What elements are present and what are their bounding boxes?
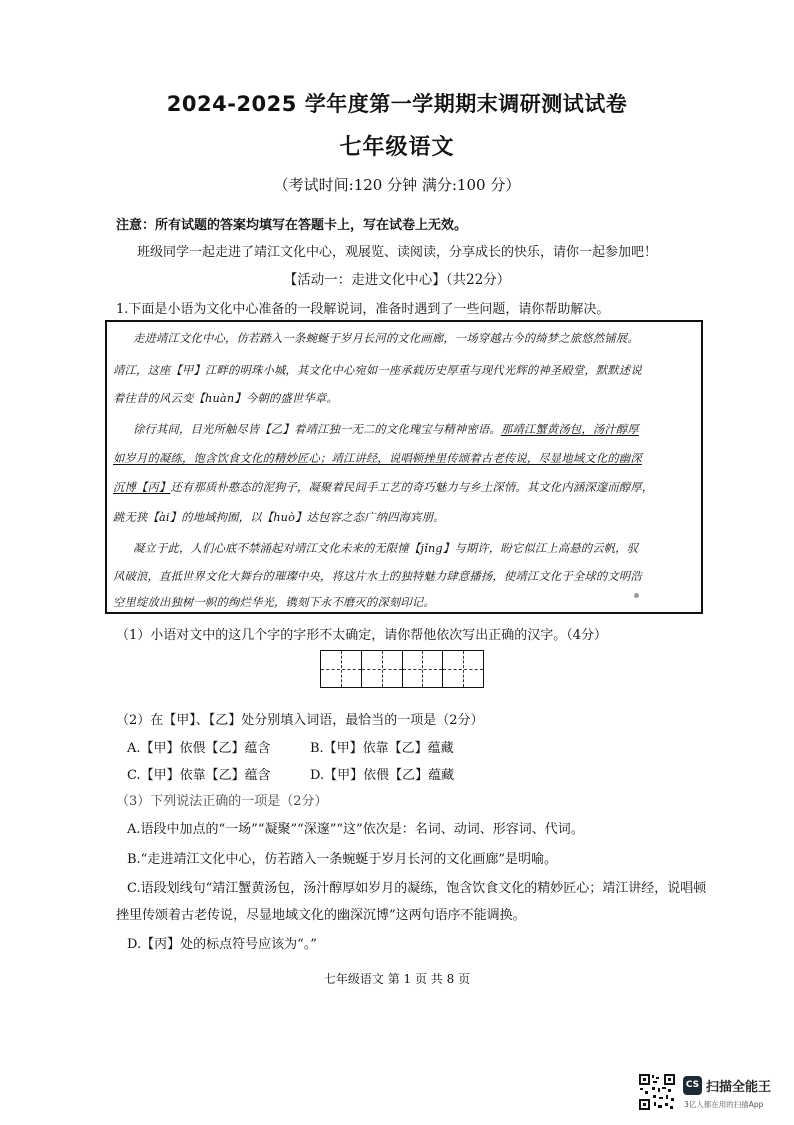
passage-line: 风破浪，直抵世界文化大舞台的璀璨中央，将这片水土的独特魅力肆意播扬，使靖江文化于全球的文明浩 (113, 570, 642, 583)
camscanner-tagline: 3亿人都在用的扫描App (684, 1100, 764, 1109)
statement-c-cont: 挫里传颂着古老传说，尽显地域文化的幽深沉博”这两句语序不能调换。 (116, 908, 526, 923)
question-1-1: （1）小语对文中的这几个字的字形不太确定，请你帮他依次写出正确的汉字。（4分） (116, 628, 608, 643)
option-d: D.【甲】依偎【乙】蕴藏 (310, 768, 455, 783)
statement-d: D.【丙】处的标点符号应该为“。” (127, 937, 317, 952)
exam-title: 2024-2025 学年度第一学期期末调研测试试卷 (166, 92, 628, 116)
option-c: C.【甲】依靠【乙】蕴含 (127, 768, 271, 783)
intro-text: 班级同学一起走进了靖江文化中心，观展览、读阅读，分享成长的快乐，请你一起参加吧！ (137, 245, 658, 260)
question-1-2: （2）在【甲】、【乙】处分别填入词语，最恰当的一项是（2分） (116, 713, 484, 728)
passage-box (105, 320, 703, 614)
camscanner-name: 扫描全能王 (706, 1080, 772, 1095)
statement-a: A.语段中加点的“一场”“凝聚”“深邃”“这”依次是：名词、动词、形容词、代词。 (127, 822, 584, 837)
exam-meta: （考试时间:120 分钟 满分:100 分） (273, 176, 521, 194)
passage-line: 跳无狭【ài】的地域拘囿，以【huò】达包容之态广纳四海宾朋。 (113, 511, 445, 524)
notice: 注意：所有试题的答案均填写在答题卡上，写在试卷上无效。 (116, 218, 468, 233)
scan-speck (634, 593, 639, 598)
passage-text: 还有那质朴憨态的泥狗子，凝聚着民间手工艺的奇巧魅力与乡土深情。其文化内涵深邃而醇厚， (170, 481, 654, 494)
passage-line: 着往昔的风云变【huàn】今朝的盛世华章。 (113, 392, 338, 405)
passage-line: 走进靖江文化中心，仿若踏入一条蜿蜒于岁月长河的文化画廊，一场穿越古今的绮梦之旅悠然铺展。 (133, 332, 639, 345)
camscanner-logo: CS (683, 1076, 702, 1095)
activity-title: 【活动一：走进文化中心】（共22分） (283, 272, 511, 288)
underlined-sentence: 那靖江蟹黄汤包，汤汁醇厚 (500, 423, 639, 436)
answer-grid (320, 650, 484, 688)
statement-c: C.语段划线句“靖江蟹黄汤包，汤汁醇厚如岁月的凝练，饱含饮食文化的精妙匠心；靖江讲经，说唱顿 (127, 881, 707, 896)
underlined-sentence: 沉博【丙】 (113, 481, 171, 494)
statement-b: B.“走进靖江文化中心，仿若踏入一条蜿蜒于岁月长河的文化画廊”是明喻。 (127, 852, 557, 867)
page-footer: 七年级语文 第 1 页 共 8 页 (323, 972, 471, 986)
exam-subject: 七年级语文 (339, 135, 455, 160)
passage-line (113, 479, 653, 495)
passage-text: 徐行其间，目光所触尽皆【乙】着靖江独一无二的文化瑰宝与精神密语。 (133, 423, 501, 436)
passage-line (133, 421, 639, 437)
passage-line: 空里绽放出独树一帜的绚烂华光，镌刻下永不磨灭的深刻印记。 (113, 596, 435, 609)
question-1-3: （3）下列说法正确的一项是（2分） (116, 794, 328, 809)
qr-code-icon (638, 1073, 676, 1111)
answer-cell (443, 651, 483, 687)
underlined-sentence: 如岁月的凝练，饱含饮食文化的精妙匠心；靖江讲经，说唱顿挫里传颂着古老传说，尽显地域文化的幽深 (113, 452, 642, 465)
answer-cell (362, 651, 403, 687)
answer-cell (403, 651, 444, 687)
answer-cell (321, 651, 362, 687)
option-a: A.【甲】依偎【乙】蕴含 (127, 741, 271, 756)
passage-line: 凝立于此，人们心底不禁涌起对靖江文化未来的无限憧【jǐng】与期许，盼它似江上高悬的云帆，驭 (133, 542, 639, 555)
option-b: B.【甲】依靠【乙】蕴藏 (310, 741, 454, 756)
question-1-prompt: 1.下面是小语为文化中心准备的一段解说词，准备时遇到了一些问题，请你帮助解决。 (116, 302, 610, 317)
passage-line: 靖江，这座【甲】江畔的明珠小城，其文化中心宛如一座承载历史厚重与现代光辉的神圣殿堂，默默述说 (113, 364, 642, 377)
